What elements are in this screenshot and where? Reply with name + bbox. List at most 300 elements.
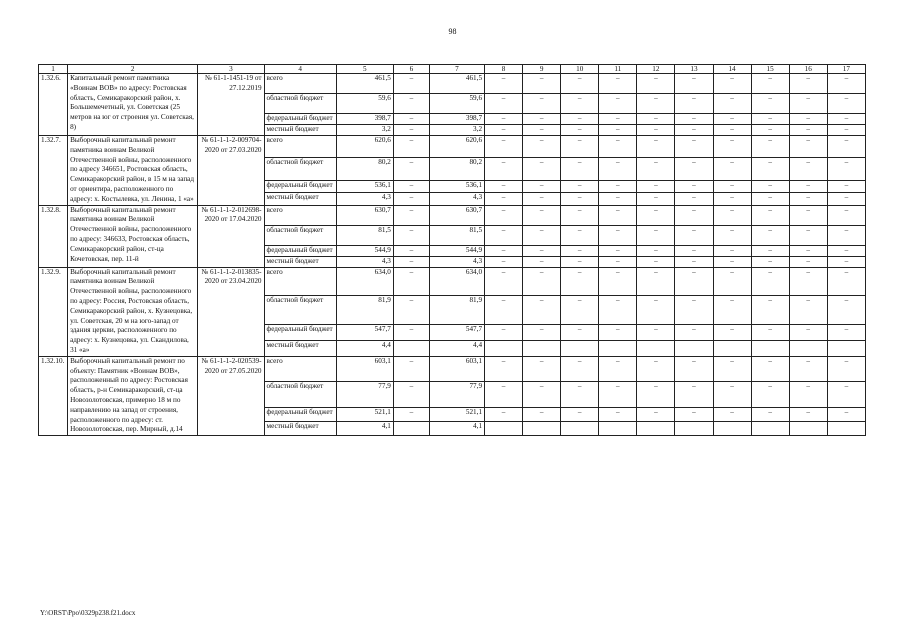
funding-source: федеральный бюджет	[264, 245, 336, 256]
column-number: 6	[393, 65, 429, 74]
amount-year-cell: –	[827, 407, 865, 421]
funding-source: областной бюджет	[264, 158, 336, 180]
amount-year-cell: –	[637, 94, 675, 114]
funding-source: всего	[264, 356, 336, 382]
amount-year-cell: –	[561, 205, 599, 225]
funding-source: всего	[264, 205, 336, 225]
amount-year-cell: –	[713, 125, 751, 136]
amount-col6: –	[393, 267, 429, 296]
amount-year-cell: –	[827, 94, 865, 114]
amount-year-cell	[523, 422, 561, 436]
amount-year-cell: –	[827, 356, 865, 382]
amount-col6: –	[393, 193, 429, 205]
amount-col7: 536,1	[429, 180, 484, 192]
amount-year-cell: –	[789, 205, 827, 225]
amount-year-cell: –	[751, 136, 789, 158]
entry-registration: № 61-1-1-2-020539-2020 от 27.05.2020	[198, 356, 264, 435]
amount-year-cell: –	[561, 256, 599, 267]
amount-year-cell: –	[599, 180, 637, 192]
amount-total: 536,1	[336, 180, 393, 192]
amount-year-cell: –	[675, 180, 713, 192]
amount-total: 80,2	[336, 158, 393, 180]
amount-year-cell: –	[523, 205, 561, 225]
amount-year-cell	[599, 422, 637, 436]
amount-total: 81,5	[336, 225, 393, 245]
amount-year-cell	[713, 422, 751, 436]
amount-year-cell: –	[485, 193, 523, 205]
amount-year-cell: –	[675, 193, 713, 205]
amount-year-cell: –	[485, 407, 523, 421]
entry-name: Выборочный капитальный ремонт памятника воинам Великой Отечественной войны, расположенного по адресу: Россия, Ростовская область, Семикаракорский район, х. Кузнецовка, ул. Советская, 20 м на юго-запад от здания церкви, расположенного по адресу: х. Кузнецовка, ул. Скандилова, 31 «а»	[68, 267, 198, 356]
column-number: 8	[485, 65, 523, 74]
amount-year-cell: –	[485, 74, 523, 94]
column-number: 1	[39, 65, 68, 74]
amount-year-cell: –	[637, 180, 675, 192]
amount-year-cell: –	[485, 256, 523, 267]
amount-col7: 81,5	[429, 225, 484, 245]
amount-year-cell	[751, 340, 789, 356]
amount-year-cell: –	[789, 325, 827, 341]
column-number: 16	[789, 65, 827, 74]
amount-year-cell: –	[751, 193, 789, 205]
amount-year-cell: –	[523, 94, 561, 114]
amount-year-cell: –	[523, 407, 561, 421]
column-number: 14	[713, 65, 751, 74]
amount-col7: 81,9	[429, 296, 484, 325]
amount-year-cell: –	[827, 205, 865, 225]
amount-year-cell: –	[523, 225, 561, 245]
funding-source: федеральный бюджет	[264, 325, 336, 341]
amount-total: 59,6	[336, 94, 393, 114]
column-number: 15	[751, 65, 789, 74]
amount-year-cell: –	[751, 205, 789, 225]
amount-year-cell: –	[561, 296, 599, 325]
amount-year-cell: –	[561, 136, 599, 158]
amount-total: 544,9	[336, 245, 393, 256]
table-row	[39, 136, 866, 158]
entry-number: 1.32.6.	[39, 74, 68, 136]
table-row	[39, 205, 866, 225]
amount-year-cell: –	[523, 382, 561, 408]
amount-year-cell: –	[751, 158, 789, 180]
amount-year-cell: –	[561, 158, 599, 180]
amount-year-cell: –	[827, 225, 865, 245]
amount-year-cell	[599, 340, 637, 356]
amount-year-cell: –	[523, 125, 561, 136]
amount-year-cell: –	[751, 356, 789, 382]
amount-year-cell: –	[789, 125, 827, 136]
amount-year-cell	[637, 340, 675, 356]
entry-name: Выборочный капитальный ремонт памятника воинам Великой Отечественной войны, расположенного по адресу 346651, Ростовская область, Семикаракорский район, в 15 м на запад от ориентира, расположенного по адресу: х. Костылевка, ул. Ленина, 1 «а»	[68, 136, 198, 206]
amount-year-cell: –	[675, 158, 713, 180]
amount-col7: 547,7	[429, 325, 484, 341]
amount-year-cell	[827, 422, 865, 436]
amount-year-cell	[637, 422, 675, 436]
amount-year-cell: –	[789, 382, 827, 408]
amount-year-cell: –	[485, 158, 523, 180]
amount-col7: 4,4	[429, 340, 484, 356]
amount-year-cell: –	[523, 296, 561, 325]
amount-year-cell: –	[637, 296, 675, 325]
amount-year-cell: –	[599, 114, 637, 125]
amount-year-cell	[713, 340, 751, 356]
amount-year-cell: –	[675, 407, 713, 421]
amount-year-cell: –	[713, 407, 751, 421]
amount-year-cell: –	[561, 225, 599, 245]
amount-year-cell: –	[675, 114, 713, 125]
amount-year-cell: –	[523, 114, 561, 125]
amount-year-cell: –	[485, 382, 523, 408]
amount-year-cell: –	[637, 245, 675, 256]
entry-registration: № 61-1-1451-19 от 27.12.2019	[198, 74, 264, 136]
amount-year-cell: –	[637, 205, 675, 225]
amount-col6: –	[393, 74, 429, 94]
amount-year-cell: –	[637, 74, 675, 94]
page-number: 98	[448, 27, 457, 36]
amount-year-cell: –	[789, 74, 827, 94]
amount-year-cell: –	[751, 382, 789, 408]
amount-year-cell: –	[523, 136, 561, 158]
amount-year-cell: –	[523, 193, 561, 205]
amount-year-cell: –	[713, 193, 751, 205]
entry-registration: № 61-1-1-2-012698-2020 от 17.04.2020	[198, 205, 264, 267]
amount-col6: –	[393, 245, 429, 256]
amount-year-cell: –	[561, 193, 599, 205]
amount-year-cell: –	[675, 267, 713, 296]
amount-year-cell: –	[561, 180, 599, 192]
amount-year-cell: –	[637, 267, 675, 296]
amount-year-cell: –	[485, 114, 523, 125]
amount-year-cell	[561, 422, 599, 436]
entry-number: 1.32.8.	[39, 205, 68, 267]
amount-year-cell: –	[789, 256, 827, 267]
amount-col6: –	[393, 136, 429, 158]
amount-total: 634,0	[336, 267, 393, 296]
amount-year-cell: –	[713, 382, 751, 408]
amount-col6: –	[393, 296, 429, 325]
amount-year-cell: –	[599, 158, 637, 180]
amount-year-cell: –	[523, 180, 561, 192]
amount-year-cell: –	[751, 407, 789, 421]
amount-year-cell: –	[637, 193, 675, 205]
column-number: 7	[429, 65, 484, 74]
amount-year-cell: –	[827, 136, 865, 158]
amount-year-cell: –	[789, 114, 827, 125]
amount-year-cell: –	[485, 267, 523, 296]
column-number: 10	[561, 65, 599, 74]
amount-year-cell: –	[789, 245, 827, 256]
amount-year-cell: –	[827, 193, 865, 205]
amount-year-cell: –	[675, 125, 713, 136]
amount-col6: –	[393, 325, 429, 341]
amount-year-cell: –	[599, 267, 637, 296]
amount-year-cell: –	[675, 356, 713, 382]
funding-source: всего	[264, 267, 336, 296]
amount-total: 620,6	[336, 136, 393, 158]
amount-col7: 59,6	[429, 94, 484, 114]
amount-year-cell: –	[561, 382, 599, 408]
column-number: 9	[523, 65, 561, 74]
amount-year-cell: –	[827, 382, 865, 408]
amount-year-cell: –	[485, 136, 523, 158]
entry-registration: № 61-1-1-2-009704-2020 от 27.03.2020	[198, 136, 264, 206]
funding-source: областной бюджет	[264, 296, 336, 325]
funding-source: местный бюджет	[264, 256, 336, 267]
amount-year-cell: –	[599, 74, 637, 94]
amount-year-cell: –	[713, 325, 751, 341]
amount-year-cell: –	[789, 296, 827, 325]
amount-year-cell: –	[713, 296, 751, 325]
amount-year-cell: –	[599, 125, 637, 136]
entry-name: Выборочный капитальный ремонт памятника воинам Великой Отечественной войны, расположенного по адресу: 346633, Ростовская область, Семикаракорский район, ст-ца Кочетовская, пер. 11-й	[68, 205, 198, 267]
amount-year-cell: –	[599, 193, 637, 205]
funding-source: всего	[264, 136, 336, 158]
amount-col7: 620,6	[429, 136, 484, 158]
amount-year-cell: –	[675, 296, 713, 325]
amount-year-cell: –	[713, 136, 751, 158]
amount-col7: 4,3	[429, 193, 484, 205]
amount-year-cell: –	[713, 267, 751, 296]
column-number: 17	[827, 65, 865, 74]
amount-year-cell	[523, 340, 561, 356]
funding-source: местный бюджет	[264, 340, 336, 356]
amount-year-cell: –	[523, 256, 561, 267]
amount-col7: 630,7	[429, 205, 484, 225]
amount-year-cell	[789, 340, 827, 356]
amount-year-cell: –	[675, 225, 713, 245]
column-number: 11	[599, 65, 637, 74]
amount-year-cell: –	[789, 225, 827, 245]
amount-year-cell: –	[637, 382, 675, 408]
amount-year-cell: –	[675, 245, 713, 256]
amount-year-cell: –	[827, 180, 865, 192]
amount-col6: –	[393, 205, 429, 225]
amount-year-cell: –	[637, 225, 675, 245]
amount-year-cell: –	[675, 205, 713, 225]
amount-year-cell: –	[637, 407, 675, 421]
amount-year-cell: –	[751, 325, 789, 341]
funding-source: местный бюджет	[264, 125, 336, 136]
amount-total: 630,7	[336, 205, 393, 225]
funding-source: областной бюджет	[264, 382, 336, 408]
amount-year-cell: –	[751, 267, 789, 296]
amount-year-cell: –	[523, 245, 561, 256]
amount-year-cell: –	[751, 74, 789, 94]
amount-year-cell: –	[599, 407, 637, 421]
amount-year-cell: –	[751, 256, 789, 267]
amount-year-cell: –	[751, 94, 789, 114]
amount-year-cell: –	[827, 158, 865, 180]
amount-year-cell	[485, 340, 523, 356]
amount-year-cell: –	[789, 193, 827, 205]
amount-col6: –	[393, 356, 429, 382]
amount-year-cell: –	[675, 382, 713, 408]
amount-col7: 4,1	[429, 422, 484, 436]
entry-registration: № 61-1-1-2-013835-2020 от 23.04.2020	[198, 267, 264, 356]
amount-total: 461,5	[336, 74, 393, 94]
amount-total: 3,2	[336, 125, 393, 136]
funding-source: федеральный бюджет	[264, 114, 336, 125]
amount-year-cell: –	[599, 136, 637, 158]
amount-year-cell: –	[561, 325, 599, 341]
amount-year-cell: –	[599, 325, 637, 341]
amount-year-cell: –	[713, 356, 751, 382]
amount-year-cell: –	[637, 356, 675, 382]
amount-year-cell: –	[713, 180, 751, 192]
amount-col7: 461,5	[429, 74, 484, 94]
amount-col6: –	[393, 125, 429, 136]
amount-year-cell: –	[599, 94, 637, 114]
amount-year-cell: –	[675, 94, 713, 114]
amount-col6: –	[393, 225, 429, 245]
amount-year-cell: –	[523, 158, 561, 180]
amount-year-cell: –	[827, 74, 865, 94]
table-row	[39, 356, 866, 382]
funding-source: федеральный бюджет	[264, 407, 336, 421]
amount-year-cell	[827, 340, 865, 356]
column-number: 13	[675, 65, 713, 74]
amount-year-cell: –	[827, 114, 865, 125]
amount-year-cell: –	[485, 125, 523, 136]
amount-year-cell: –	[713, 94, 751, 114]
amount-col6: –	[393, 382, 429, 408]
amount-col6: –	[393, 180, 429, 192]
amount-year-cell: –	[713, 158, 751, 180]
amount-col6	[393, 422, 429, 436]
amount-year-cell: –	[485, 180, 523, 192]
amount-year-cell	[751, 422, 789, 436]
amount-year-cell: –	[751, 296, 789, 325]
entry-name: Выборочный капитальный ремонт по объекту: Памятник «Воинам ВОВ», расположенный по адресу: Ростовская область, р-н Семикаракорский, ст-ца Новозолотовская, примерно 18 м по направлению на запад от строения, расположенного по адресу: ст. Новозолотовская, пер. Мирный, д.14	[68, 356, 198, 435]
funding-source: федеральный бюджет	[264, 180, 336, 192]
amount-year-cell: –	[599, 256, 637, 267]
entry-number: 1.32.9.	[39, 267, 68, 356]
amount-year-cell: –	[751, 180, 789, 192]
amount-year-cell: –	[561, 356, 599, 382]
amount-year-cell: –	[561, 94, 599, 114]
amount-year-cell: –	[485, 94, 523, 114]
entry-number: 1.32.10.	[39, 356, 68, 435]
amount-year-cell	[675, 422, 713, 436]
amount-year-cell: –	[751, 125, 789, 136]
amount-col7: 80,2	[429, 158, 484, 180]
amount-year-cell: –	[599, 356, 637, 382]
amount-year-cell: –	[485, 225, 523, 245]
amount-year-cell: –	[485, 245, 523, 256]
amount-year-cell: –	[713, 225, 751, 245]
funding-source: местный бюджет	[264, 422, 336, 436]
funding-source: всего	[264, 74, 336, 94]
entry-number: 1.32.7.	[39, 136, 68, 206]
amount-total: 81,9	[336, 296, 393, 325]
amount-year-cell: –	[827, 256, 865, 267]
amount-col7: 603,1	[429, 356, 484, 382]
amount-year-cell: –	[789, 180, 827, 192]
amount-col6	[393, 340, 429, 356]
amount-year-cell: –	[599, 296, 637, 325]
amount-total: 4,3	[336, 193, 393, 205]
amount-year-cell: –	[789, 94, 827, 114]
amount-col6: –	[393, 94, 429, 114]
amount-total: 603,1	[336, 356, 393, 382]
amount-year-cell: –	[599, 382, 637, 408]
amount-year-cell: –	[599, 245, 637, 256]
amount-year-cell: –	[789, 158, 827, 180]
amount-year-cell: –	[637, 125, 675, 136]
amount-year-cell: –	[637, 325, 675, 341]
amount-year-cell	[561, 340, 599, 356]
footer-file-path: Y:\ORST\Ppo\0329p238.f21.docx	[40, 609, 136, 617]
amount-year-cell: –	[637, 158, 675, 180]
amount-year-cell: –	[523, 267, 561, 296]
amount-year-cell	[485, 422, 523, 436]
amount-col6: –	[393, 158, 429, 180]
amount-year-cell: –	[485, 205, 523, 225]
amount-col6: –	[393, 114, 429, 125]
amount-year-cell: –	[713, 205, 751, 225]
amount-year-cell: –	[675, 325, 713, 341]
amount-year-cell: –	[675, 256, 713, 267]
amount-year-cell: –	[789, 136, 827, 158]
amount-year-cell: –	[713, 114, 751, 125]
entry-name: Капитальный ремонт памятника «Воинам ВОВ» по адресу: Ростовская область, Семикаракорский район, х. Большемечетный, ул. Советская (25 метров на юг от строения ул. Советская, 8)	[68, 74, 198, 136]
amount-year-cell: –	[561, 125, 599, 136]
amount-col7: 3,2	[429, 125, 484, 136]
funding-source: областной бюджет	[264, 225, 336, 245]
table-row	[39, 267, 866, 296]
amount-col6: –	[393, 256, 429, 267]
column-number-row	[39, 65, 866, 74]
amount-year-cell: –	[599, 205, 637, 225]
amount-total: 77,9	[336, 382, 393, 408]
amount-total: 547,7	[336, 325, 393, 341]
amount-year-cell	[789, 422, 827, 436]
amount-col7: 521,1	[429, 407, 484, 421]
amount-year-cell: –	[637, 256, 675, 267]
amount-year-cell: –	[561, 74, 599, 94]
amount-year-cell: –	[675, 74, 713, 94]
table-row	[39, 74, 866, 94]
amount-year-cell: –	[561, 245, 599, 256]
funding-source: областной бюджет	[264, 94, 336, 114]
amount-total: 4,4	[336, 340, 393, 356]
amount-col7: 77,9	[429, 382, 484, 408]
amount-year-cell: –	[789, 356, 827, 382]
amount-year-cell: –	[637, 114, 675, 125]
amount-year-cell: –	[523, 356, 561, 382]
amount-col7: 634,0	[429, 267, 484, 296]
funding-source: местный бюджет	[264, 193, 336, 205]
amount-year-cell: –	[827, 245, 865, 256]
amount-total: 398,7	[336, 114, 393, 125]
amount-year-cell: –	[827, 125, 865, 136]
amount-year-cell: –	[751, 114, 789, 125]
amount-total: 4,1	[336, 422, 393, 436]
amount-col7: 544,9	[429, 245, 484, 256]
amount-col7: 4,3	[429, 256, 484, 267]
amount-year-cell: –	[599, 225, 637, 245]
amount-year-cell	[675, 340, 713, 356]
column-number: 3	[198, 65, 264, 74]
amount-year-cell: –	[827, 267, 865, 296]
column-number: 5	[336, 65, 393, 74]
amount-year-cell: –	[789, 267, 827, 296]
amount-year-cell: –	[637, 136, 675, 158]
amount-year-cell: –	[751, 225, 789, 245]
amount-col7: 398,7	[429, 114, 484, 125]
amount-year-cell: –	[751, 245, 789, 256]
amount-year-cell: –	[789, 407, 827, 421]
